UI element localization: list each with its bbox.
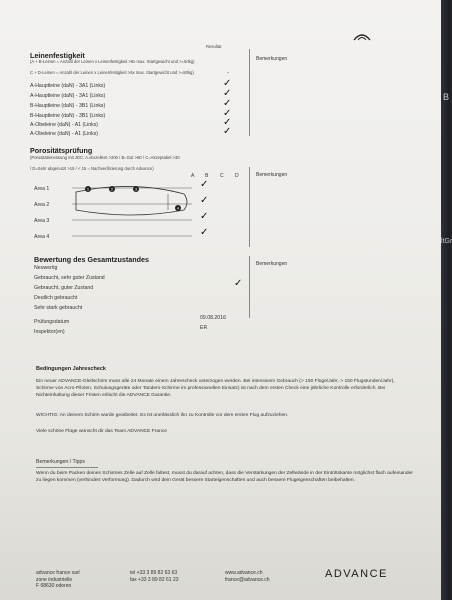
condition-option: Deutlich gebraucht bbox=[34, 295, 78, 301]
line-row-label: A-Obeleine (daN) - A1 (Links) bbox=[30, 131, 99, 137]
line-row-label: A-Hauptleine (daN) - 3A1 (Links) bbox=[30, 83, 106, 89]
section-title-overall-condition: Bewertung des Gesamtzustandes bbox=[34, 255, 150, 264]
check-mark: ✓ bbox=[223, 117, 232, 128]
condition-option: Gebraucht, sehr guter Zustand bbox=[34, 275, 105, 281]
address-line-1: advance france sarl bbox=[36, 570, 80, 576]
inspector-label: Inspektor(en) bbox=[34, 329, 65, 335]
check-mark: ✓ bbox=[223, 78, 232, 89]
footer-address bbox=[36, 570, 126, 590]
remarks-label-1: Bemerkungen bbox=[256, 56, 288, 62]
column-divider-2 bbox=[249, 167, 250, 247]
phone-number: tel +33 3 89 82 63 63 bbox=[130, 570, 178, 576]
inspector-value: ER bbox=[200, 325, 208, 331]
porosity-note-2: / D=Sehr abgenutzt >15 / < 15 = Nachverifizierung durch Advance) bbox=[30, 166, 154, 171]
check-mark: ✓ bbox=[223, 126, 232, 137]
check-mark: ✓ bbox=[223, 98, 232, 109]
footer-phones bbox=[130, 570, 220, 583]
column-b-header: B bbox=[205, 173, 209, 179]
column-d-header: D bbox=[235, 173, 239, 179]
line-row-label: A-Hauptleine (daN) - 3A1 (Links) bbox=[30, 93, 106, 99]
conditions-title: Bedingungen Jahrescheck bbox=[36, 366, 106, 372]
inspection-date-label: Prüfungsdatum bbox=[34, 319, 70, 325]
note-ab-lines: (A + B-Leinen = Anzahl der Leinen x Leinenfestigkeit >8x max. Startgewicht und >=50kg) bbox=[30, 59, 195, 64]
area-label: Area 1 bbox=[34, 186, 50, 192]
result-label: Resultat bbox=[206, 44, 222, 49]
conditions-paragraph-important: WICHTIG: An deinem Schirm wurde gearbeitet. Es ist unerlässlich ihn zu Kontrolle vor dem ersten Flug aufzuziehen. bbox=[36, 413, 289, 418]
tips-underline bbox=[36, 467, 98, 468]
check-mark: ✓ bbox=[234, 278, 243, 289]
porosity-note-1: (Porositätsmessung mit JDC: A=Exzellent >200 / B=Gut >80 / C=Akzeptabel >30 bbox=[30, 155, 180, 160]
edge-character-2: ltGr bbox=[441, 238, 452, 245]
column-c-header: C bbox=[220, 173, 224, 179]
fax-number: fax +33 3 89 82 61 23 bbox=[130, 576, 179, 583]
remarks-tips-title: Bemerkungen / Tipps bbox=[36, 459, 86, 465]
check-mark: ✓ bbox=[200, 211, 209, 222]
tips-paragraph: Wenn du beim Packen deines Schirmes Zelle auf Zelle faltest, musst du darauf achten, dass die Verstärkungen der Zellwände in der Eintrittskante möglichst flach aufeinander zu liegen kommen (verhindert Verformung). Dadurch wird dein Gerät bessere Starteigenschaften und auch bessere Flugeigenschaften beibehalten. bbox=[36, 471, 413, 484]
marker-1-label: 1 bbox=[86, 186, 90, 192]
line-row-label: B-Hauptleine (daN) - 3B1 (Links) bbox=[30, 103, 106, 109]
check-mark: ✓ bbox=[200, 227, 209, 238]
section-title-porosity: Porositätsprüfung bbox=[30, 146, 93, 155]
edge-character-1: B bbox=[443, 92, 450, 102]
area-label: Area 4 bbox=[34, 234, 50, 240]
address-line-3: F 68630 oderen bbox=[36, 583, 72, 589]
remarks-label-3: Bemerkungen bbox=[256, 261, 288, 267]
check-mark: ✓ bbox=[223, 88, 232, 99]
address-line-2: zone industrielle bbox=[36, 576, 73, 583]
wing-diagram bbox=[72, 180, 192, 244]
condition-option: Neuwertig bbox=[34, 265, 58, 271]
conditions-paragraph-greeting: Viele schöne Flüge wünscht dir das Team ADVANCE France bbox=[36, 429, 168, 434]
condition-option: Gebraucht, guter Zustand bbox=[34, 285, 94, 291]
check-mark: ✓ bbox=[200, 179, 209, 190]
marker-3-label: 3 bbox=[134, 186, 138, 192]
column-divider-1 bbox=[249, 49, 250, 136]
line-row-label: A-Obeleine (daN) - A1 (Links) bbox=[30, 122, 99, 128]
remarks-label-2: Bemerkungen bbox=[256, 172, 288, 178]
inspection-date-value: 09.08.2016 bbox=[200, 315, 226, 321]
website-link: www.advance.ch bbox=[225, 570, 263, 576]
section-title-line-strength: Leinenfestigkeit bbox=[30, 51, 85, 60]
email-address: france@advance.ch bbox=[225, 576, 270, 583]
marker-4-label: 4 bbox=[176, 205, 180, 211]
footer-web bbox=[225, 570, 315, 583]
area-label: Area 2 bbox=[34, 202, 50, 208]
check-mark: ✓ bbox=[223, 108, 232, 119]
column-divider-3 bbox=[249, 256, 250, 318]
check-mark: ✓ bbox=[200, 195, 209, 206]
column-a-header: A bbox=[191, 173, 195, 179]
note-cd-lines: C + D-Leinen = Anzahl der Leinen x Leinenfestigkeit >6x max. Startgewicht und >=80kg) bbox=[30, 70, 194, 75]
area-label: Area 3 bbox=[34, 218, 50, 224]
line-row-label: B-Hauptleine (daN) - 3B1 (Links) bbox=[30, 113, 106, 119]
marker-2-label: 2 bbox=[110, 186, 114, 192]
condition-option: Sehr stark gebraucht bbox=[34, 305, 83, 311]
brand-mark-icon bbox=[352, 30, 372, 42]
brand-logo-text: ADVANCE bbox=[325, 568, 388, 580]
conditions-paragraph-1: Ein neuer ADVANCE-Gleitschirm muss alle 24 Monate einem Jahrescheck unterzogen werden. Bei intensivem Gebrauch (> 150 Flüge/Jahr, > 150 Flugstunden/Jahr), Schirme von Acro-Piloten, Schulungsgeräte oder Tandem-Schirme im professionellen Einsatz) ist nach dem ersten Check eine jährliche Kontrolle erforderlich. Bei Nichteinhaltung dieser Fristen erlischt die ADVANCE Garantie. bbox=[36, 379, 395, 399]
result-dash: - bbox=[227, 70, 229, 76]
